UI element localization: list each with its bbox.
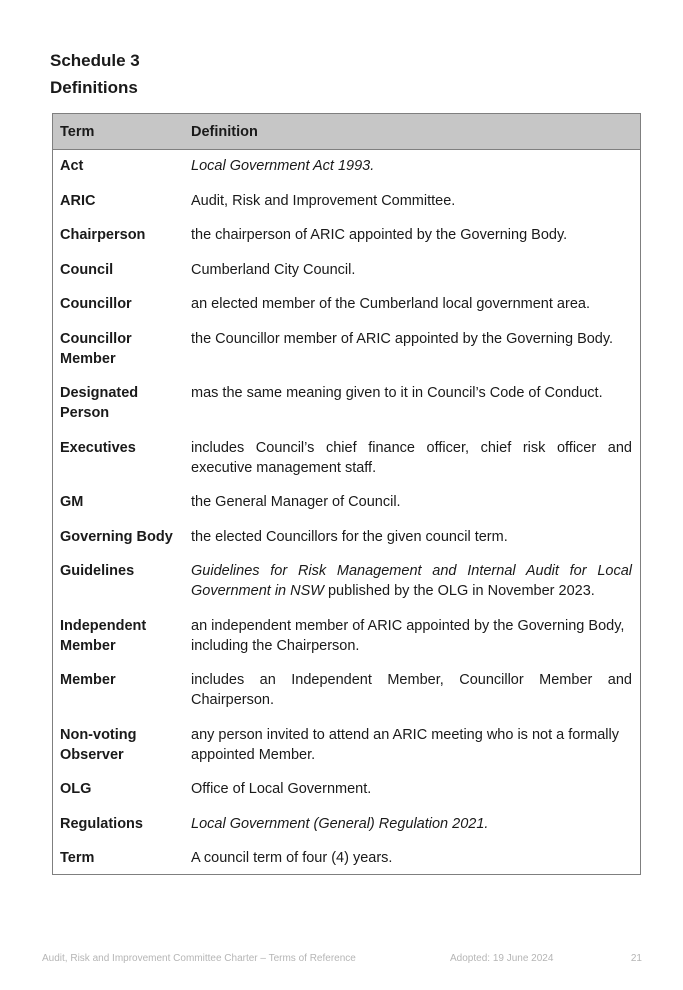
definition-cell: mas the same meaning given to it in Council’s Code of Conduct.	[191, 385, 603, 401]
term-cell: ARIC	[60, 192, 96, 209]
definition-cell: an independent member of ARIC appointed by the Governing Body, including the Chairperson.	[191, 617, 625, 654]
definition-cell: Local Government (General) Regulation 2021.	[191, 815, 489, 832]
definition-cell: the elected Councillors for the given council term.	[191, 528, 508, 545]
term-cell: GM	[60, 494, 84, 510]
footer-document-title: Audit, Risk and Improvement Committee Charter – Terms of Reference	[42, 953, 356, 964]
table-row	[53, 294, 640, 329]
term-cell: Councillor Member	[60, 330, 132, 367]
table-row	[53, 848, 640, 868]
table-row	[53, 725, 640, 780]
column-header-term: Term	[60, 123, 95, 140]
term-cell: Governing Body	[60, 528, 173, 545]
term-cell: OLG	[60, 781, 92, 797]
definition-cell: includes an Independent Member, Councillor Member and Chairperson.	[191, 672, 632, 708]
term-cell: Councillor	[60, 296, 132, 312]
table-row	[53, 438, 640, 493]
footer-page-number: 21	[630, 953, 642, 964]
schedule-heading: Schedule 3	[50, 51, 140, 70]
term-cell: Independent Member	[60, 617, 147, 654]
table-row	[53, 260, 640, 295]
table-row	[53, 527, 640, 562]
table-row	[53, 156, 640, 191]
term-cell: Executives	[60, 439, 136, 456]
definition-cell: Local Government Act 1993.	[191, 158, 375, 174]
definition-italic-text: Guidelines for Risk Management and Internal Audit for Local Government in NSW	[191, 563, 632, 599]
table-row	[53, 616, 640, 671]
definition-cell: A council term of four (4) years.	[191, 850, 393, 866]
definition-cell: the General Manager of Council.	[191, 494, 401, 510]
table-body	[53, 150, 640, 874]
table-row	[53, 492, 640, 527]
definition-text: published by the OLG in November 2023.	[323, 583, 595, 599]
footer-adopted-date: Adopted: 19 June 2024	[450, 953, 554, 964]
term-cell: Chairperson	[60, 227, 146, 243]
definition-cell	[184, 561, 640, 601]
table-row	[53, 670, 640, 725]
definition-cell: Office of Local Government.	[191, 781, 372, 797]
term-cell: Member	[60, 672, 116, 688]
term-cell: Guidelines	[60, 563, 135, 579]
table-row	[53, 225, 640, 260]
definition-cell: an elected member of the Cumberland local government area.	[191, 296, 590, 312]
table-row	[53, 191, 640, 226]
definition-cell: Cumberland City Council.	[191, 261, 356, 278]
term-cell: Designated Person	[60, 385, 139, 421]
definitions-table	[52, 113, 641, 875]
column-header-definition: Definition	[191, 123, 258, 140]
definition-cell: includes Council’s chief finance officer, chief risk officer and executive management staff.	[191, 439, 632, 476]
term-cell: Act	[60, 158, 84, 174]
definition-cell: the chairperson of ARIC appointed by the Governing Body.	[191, 227, 568, 243]
term-cell: Council	[60, 261, 114, 278]
table-row	[53, 329, 640, 384]
table-row	[53, 814, 640, 849]
table-header	[53, 114, 640, 150]
table-row	[53, 383, 640, 438]
page-title: Definitions	[50, 78, 138, 97]
definition-cell: Audit, Risk and Improvement Committee.	[191, 192, 456, 209]
definition-cell: any person invited to attend an ARIC meeting who is not a formally appointed Member.	[191, 726, 619, 763]
definition-cell: the Councillor member of ARIC appointed by the Governing Body.	[191, 330, 614, 347]
term-cell: Regulations	[60, 815, 143, 832]
term-cell: Non-voting Observer	[60, 726, 137, 763]
table-row	[53, 779, 640, 814]
table-row	[53, 561, 640, 616]
term-cell: Term	[60, 850, 95, 866]
